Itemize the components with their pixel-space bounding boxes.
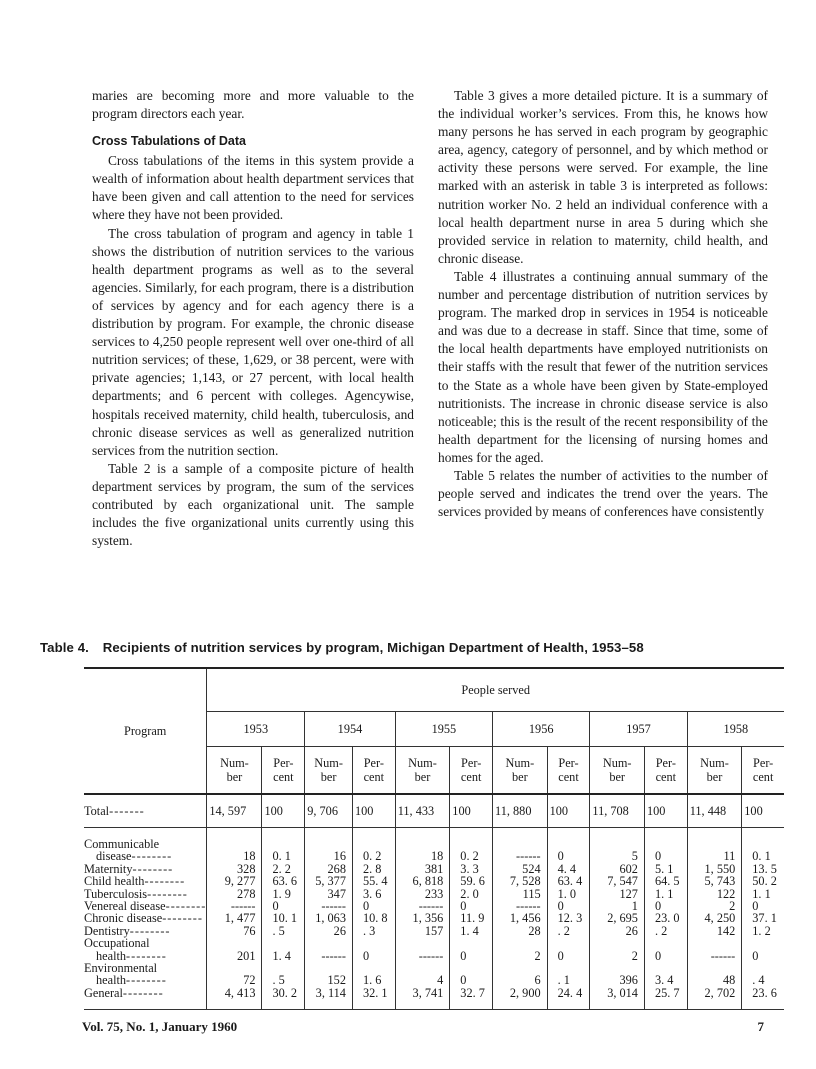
table-row [84, 937, 784, 949]
paragraph: Table 3 gives a more detailed picture. It is a summary of the individual worker’s services. From this, he knows how many persons he has served in each program by geographic area, agency, category of personnel, and by which method or activity these persons were served. For example, the line marked with an asterisk in table 3 is interpreted as follows: nutrition worker No. 2 held an individual conference with a local health department nurse in area 5 during which she provided service in relation to maternity, child health, and chronic disease. [438, 88, 768, 266]
spacer-cell [262, 937, 305, 949]
number-cell: 396 [590, 974, 645, 986]
number-cell: 152 [305, 974, 353, 986]
number-cell: 122 [687, 888, 742, 900]
table-body [84, 828, 784, 1010]
number-cell: 328 [207, 863, 262, 875]
number-column-header: Num- ber [493, 747, 548, 795]
percent-cell: 23. 0 [644, 912, 687, 924]
percent-cell: 0 [450, 900, 493, 912]
percent-column-header: Per- cent [742, 747, 784, 795]
row-label: health-------- [96, 948, 167, 963]
number-cell: 72 [207, 974, 262, 986]
spacer-cell [262, 828, 305, 851]
percent-cell: 3. 6 [352, 888, 395, 900]
number-cell: 5, 377 [305, 875, 353, 887]
percent-cell: 2. 8 [352, 863, 395, 875]
table-row [84, 850, 784, 862]
percent-cell: 0 [352, 900, 395, 912]
percent-cell: 3. 3 [450, 863, 493, 875]
number-cell: 2 [493, 950, 548, 962]
spacer-cell [450, 828, 493, 851]
percent-cell: 50. 2 [742, 875, 784, 887]
spacer-cell [450, 962, 493, 974]
percent-cell: 12. 3 [547, 912, 590, 924]
row-label: Communicable [84, 837, 160, 851]
spacer-cell [644, 937, 687, 949]
number-cell: 76 [207, 925, 262, 937]
spacer-cell [395, 828, 450, 851]
percent-cell: 3. 4 [644, 974, 687, 986]
number-column-header: Num- ber [305, 747, 353, 795]
number-cell: 5, 743 [687, 875, 742, 887]
data-table [84, 667, 784, 1010]
percent-cell: 0. 2 [352, 850, 395, 862]
table-row [84, 875, 784, 887]
year-header: 1954 [305, 712, 395, 747]
total-cell: 100 [450, 794, 493, 828]
paragraph: Cross tabulations of the items in this system provide a wealth of information about health department services that have been given and call attention to the need for services where they have not been provided. [92, 153, 414, 223]
spacer-cell [305, 937, 353, 949]
number-cell: 127 [590, 888, 645, 900]
left-text-column [92, 87, 414, 550]
percent-cell: 0 [644, 950, 687, 962]
number-cell: 16 [305, 850, 353, 862]
percent-cell: . 5 [262, 925, 305, 937]
number-cell: 5 [590, 850, 645, 862]
number-cell: 6, 818 [395, 875, 450, 887]
row-label: General-------- [84, 987, 207, 1010]
spacer-cell [305, 828, 353, 851]
percent-cell: . 4 [742, 974, 784, 986]
paragraph: The cross tabulation of program and agency in table 1 shows the distribution of nutrition services to the various health department programs as well as to the several agencies. Similarly, for each program, there is a distribution of services by agency and for each agency there is a distribution by program. For example, the chronic disease services to 4,250 people represent well over one-third of all nutrition services; of these, 1,629, or 38 percent, were with private agencies; 1,143, or 27 percent, with local health departments; and 6 percent with colleges. Agencywise, hospitals received maternity, child health, tuberculosis, and chronic disease services as well as generalized nutrition services from the nutrition section. [92, 225, 414, 458]
number-column-header: Num- ber [590, 747, 645, 795]
number-cell: 6 [493, 974, 548, 986]
section-heading: Cross Tabulations of Data [92, 134, 246, 149]
percent-cell: 37. 1 [742, 912, 784, 924]
percent-cell: 0 [352, 950, 395, 962]
percent-cell: 1. 9 [262, 888, 305, 900]
spacer-cell [742, 828, 784, 851]
percent-cell: 0 [547, 900, 590, 912]
percent-column-header: Per- cent [450, 747, 493, 795]
percent-cell: 10. 1 [262, 912, 305, 924]
total-cell: 100 [547, 794, 590, 828]
percent-cell: 0. 1 [262, 850, 305, 862]
percent-cell: 11. 9 [450, 912, 493, 924]
number-cell: ------ [493, 900, 548, 912]
year-header: 1956 [493, 712, 590, 747]
number-cell: 268 [305, 863, 353, 875]
number-cell: 3, 741 [395, 987, 450, 1010]
total-cell: 11, 433 [395, 794, 450, 828]
paragraph: maries are becoming more and more valuable to the program directors each year. [92, 88, 414, 122]
number-cell: 1, 550 [687, 863, 742, 875]
percent-cell: 59. 6 [450, 875, 493, 887]
number-cell: 524 [493, 863, 548, 875]
spacer-cell [590, 828, 645, 851]
percent-cell: 0 [644, 850, 687, 862]
row-label: Environmental [84, 961, 158, 976]
number-cell: ------ [395, 950, 450, 962]
number-cell: 233 [395, 888, 450, 900]
number-cell: 3, 014 [590, 987, 645, 1010]
number-cell: 4, 413 [207, 987, 262, 1010]
number-cell: 602 [590, 863, 645, 875]
year-header: 1958 [687, 712, 784, 747]
total-label: Total------- [84, 794, 207, 828]
spacer-cell [395, 937, 450, 949]
number-cell: 18 [207, 850, 262, 862]
percent-cell: 1. 1 [742, 888, 784, 900]
percent-column-header: Per- cent [352, 747, 395, 795]
number-cell: 2, 900 [493, 987, 548, 1010]
percent-cell: 30. 2 [262, 987, 305, 1010]
percent-column-header: Per- cent [644, 747, 687, 795]
percent-cell: 5. 1 [644, 863, 687, 875]
percent-cell: 64. 5 [644, 875, 687, 887]
year-header: 1953 [207, 712, 305, 747]
table-row [84, 912, 784, 924]
spacer-cell [742, 937, 784, 949]
percent-cell: 23. 6 [742, 987, 784, 1010]
percent-cell: 1. 2 [742, 925, 784, 937]
row-label: Occupational [84, 936, 150, 951]
table-row [84, 987, 784, 1010]
percent-cell: 0 [450, 950, 493, 962]
year-header: 1957 [590, 712, 687, 747]
percent-cell: 25. 7 [644, 987, 687, 1010]
table-number: Table 4. [40, 640, 89, 655]
table-row [84, 962, 784, 974]
table-row [84, 950, 784, 962]
number-column-header: Num- ber [395, 747, 450, 795]
number-cell: ------ [395, 900, 450, 912]
spacer-cell [687, 937, 742, 949]
number-cell: 157 [395, 925, 450, 937]
number-cell: 278 [207, 888, 262, 900]
number-cell: 48 [687, 974, 742, 986]
percent-cell: . 5 [262, 974, 305, 986]
number-cell: 2, 702 [687, 987, 742, 1010]
number-cell: 2, 695 [590, 912, 645, 924]
percent-cell: 1. 1 [644, 888, 687, 900]
journal-citation: Vol. 75, No. 1, January 1960 [82, 1019, 238, 1034]
number-cell: 381 [395, 863, 450, 875]
total-cell: 11, 880 [493, 794, 548, 828]
number-cell: 2 [590, 950, 645, 962]
spacer-cell [547, 937, 590, 949]
percent-cell: 1. 0 [547, 888, 590, 900]
spacer-cell [352, 937, 395, 949]
number-cell: 18 [395, 850, 450, 862]
percent-cell: 2. 0 [450, 888, 493, 900]
number-column-header: Num- ber [687, 747, 742, 795]
spacer-cell [450, 937, 493, 949]
percent-cell: 1. 4 [450, 925, 493, 937]
percent-cell: 24. 4 [547, 987, 590, 1010]
page-footer [82, 1019, 764, 1035]
row-label: Venereal disease-------- [84, 899, 207, 914]
number-cell: 115 [493, 888, 548, 900]
row-label: Chronic disease-------- [84, 911, 203, 926]
number-cell: ------ [305, 950, 353, 962]
paragraph: Table 4 illustrates a continuing annual summary of the number and percentage distribution of nutrition services by program. The marked drop in services in 1954 is noticeable and was due to a decrease in staff. Since that time, some of the local health departments have employed nutritionists on their staffs with the result that fewer of the nutrition services to the State as a whole have been given by State-employed nutritionists. The increase in chronic disease service is also noticeable; this is the result of the recent responsibility of the health department for the licensing of nursing homes and homes for the aged. [438, 268, 768, 465]
number-cell: 9, 277 [207, 875, 262, 887]
percent-cell: . 2 [644, 925, 687, 937]
number-cell: 1, 477 [207, 912, 262, 924]
paragraph: Table 2 is a sample of a composite picture of health department services by program, the sum of the services contributed by each organizational unit. The sample includes the five organizational units currently using this system. [92, 460, 414, 549]
percent-column-header: Per- cent [547, 747, 590, 795]
percent-cell: 13. 5 [742, 863, 784, 875]
number-cell: 1, 356 [395, 912, 450, 924]
total-cell: 14, 597 [207, 794, 262, 828]
total-row [84, 794, 784, 828]
number-cell: 7, 528 [493, 875, 548, 887]
percent-cell: 0 [450, 974, 493, 986]
total-cell: 100 [352, 794, 395, 828]
percent-cell: 10. 8 [352, 912, 395, 924]
percent-cell: 1. 6 [352, 974, 395, 986]
table-row [84, 974, 784, 986]
percent-cell: 0 [262, 900, 305, 912]
spacer-cell [493, 937, 548, 949]
paragraph: Table 5 relates the number of activities to the number of people served and indicates the trend over the years. The services provided by means of conferences have consistently [438, 467, 768, 520]
row-label: health-------- [96, 973, 167, 988]
number-cell: ------ [493, 850, 548, 862]
row-label: disease-------- [96, 849, 173, 864]
percent-column-header: Per- cent [262, 747, 305, 795]
number-cell: 3, 114 [305, 987, 353, 1010]
percent-cell: . 1 [547, 974, 590, 986]
number-cell: 11 [687, 850, 742, 862]
percent-cell: 1. 4 [262, 950, 305, 962]
number-cell: 1, 063 [305, 912, 353, 924]
percent-cell: 4. 4 [547, 863, 590, 875]
percent-cell: 2. 2 [262, 863, 305, 875]
percent-cell: 32. 7 [450, 987, 493, 1010]
spacer-cell [644, 828, 687, 851]
percent-cell: 0 [547, 850, 590, 862]
percent-cell: 0. 2 [450, 850, 493, 862]
percent-cell: . 2 [547, 925, 590, 937]
people-served-header: People served [207, 668, 784, 712]
spacer-cell [207, 828, 262, 851]
table-title: Recipients of nutrition services by program, Michigan Department of Health, 1953–58 [102, 640, 644, 655]
number-cell: 1, 456 [493, 912, 548, 924]
program-column-header: Program [84, 668, 207, 794]
number-column-header: Num- ber [207, 747, 262, 795]
table-row [84, 828, 784, 851]
total-cell: 11, 708 [590, 794, 645, 828]
number-cell: 7, 547 [590, 875, 645, 887]
spacer-cell [687, 828, 742, 851]
row-label: Child health-------- [84, 874, 186, 889]
row-label: Maternity-------- [84, 861, 174, 876]
number-cell: 4, 250 [687, 912, 742, 924]
spacer-cell [590, 937, 645, 949]
spacer-cell [352, 828, 395, 851]
number-cell: 26 [590, 925, 645, 937]
number-cell: 142 [687, 925, 742, 937]
number-cell: 1 [590, 900, 645, 912]
number-cell: ------ [207, 900, 262, 912]
percent-cell: 0 [644, 900, 687, 912]
number-cell: 28 [493, 925, 548, 937]
table-caption [40, 640, 780, 655]
number-cell: 26 [305, 925, 353, 937]
percent-cell: 63. 4 [547, 875, 590, 887]
total-cell: 11, 448 [687, 794, 742, 828]
total-cell: 100 [262, 794, 305, 828]
total-cell: 100 [742, 794, 784, 828]
number-cell: ------ [687, 950, 742, 962]
table-row [84, 925, 784, 937]
number-cell: 4 [395, 974, 450, 986]
number-cell: 347 [305, 888, 353, 900]
page-number: 7 [757, 1019, 764, 1034]
spacer-cell [207, 937, 262, 949]
total-cell: 9, 706 [305, 794, 353, 828]
row-label: Tuberculosis-------- [84, 886, 188, 901]
number-cell: ------ [305, 900, 353, 912]
percent-cell: 32. 1 [352, 987, 395, 1010]
right-text-column [438, 87, 768, 521]
percent-cell: 0 [742, 950, 784, 962]
number-cell: 2 [687, 900, 742, 912]
percent-cell: . 3 [352, 925, 395, 937]
percent-cell: 0 [742, 900, 784, 912]
row-label: Dentistry-------- [84, 923, 171, 938]
spacer-cell [493, 828, 548, 851]
percent-cell: 55. 4 [352, 875, 395, 887]
percent-cell: 0. 1 [742, 850, 784, 862]
percent-cell: 63. 6 [262, 875, 305, 887]
year-header: 1955 [395, 712, 492, 747]
spacer-cell [547, 828, 590, 851]
percent-cell: 0 [547, 950, 590, 962]
number-cell: 201 [207, 950, 262, 962]
total-cell: 100 [644, 794, 687, 828]
